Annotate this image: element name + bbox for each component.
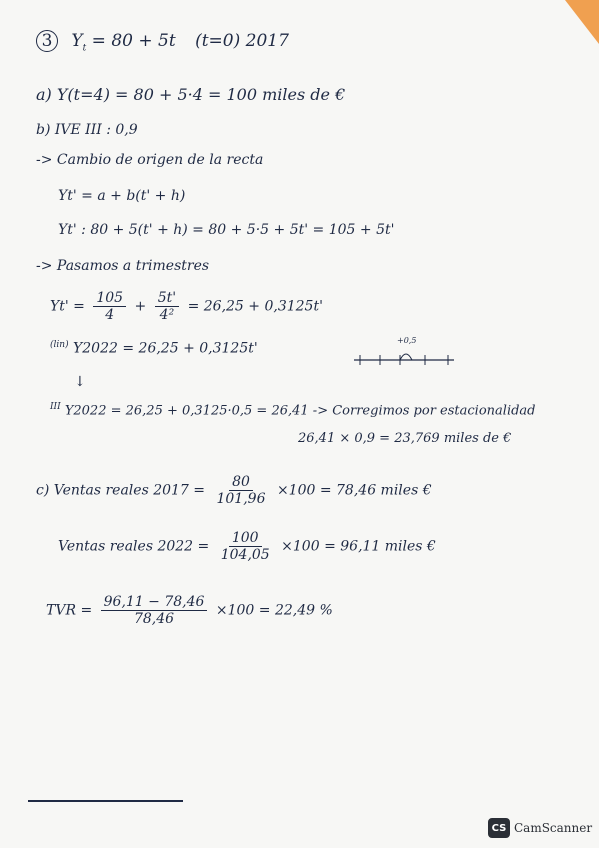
part-b: b) IVE III : 0,9 — [36, 122, 138, 138]
y2022-linear: $^{(lin)}$ Y2022 = 26,25 + 0,3125t' — [50, 340, 258, 357]
equation-line-1: Yt' = a + b(t' + h) — [58, 188, 186, 204]
seasonal-correction: 26,41 × 0,9 = 23,769 miles de € — [298, 431, 512, 446]
problem-heading: 3 $Y_t = 80 + 5t$ (t=0) 2017 — [36, 30, 289, 53]
bottom-rule — [28, 800, 183, 802]
down-arrow: ↓ — [74, 374, 86, 390]
part-c-2017: c) Ventas reales 2017 = $\frac{80}{101,96}$ ×100 = 78,46 miles € — [36, 474, 432, 507]
tvr-equation: TVR = $\frac{96,11 - 78,46}{78,46}$ ×100 = 22,49 % — [46, 594, 333, 627]
fraction-5t-16: $\frac{5t'}{\text{4²}}$ — [155, 290, 179, 323]
fraction-105-4: $\frac{105}{4}$ — [93, 290, 126, 323]
part-b-note: -> Cambio de origen de la recta — [36, 152, 264, 168]
page-corner-fold — [565, 0, 599, 44]
part-a: a) Y(t=4) = 80 + 5·4 = 100 miles de € — [36, 85, 346, 104]
pasamos-note: -> Pasamos a trimestres — [36, 258, 210, 274]
quarterly-equation: Yt' = $\frac{105}{4}$ + $\frac{5t'}{\text{4²}}$ = 26,25 + 0,3125t' — [50, 290, 323, 323]
camscanner-label: CamScanner — [514, 821, 593, 835]
timeline-label: +0,5 — [397, 336, 417, 345]
equation-line-2: Yt' : 80 + 5(t' + h) = 80 + 5·5 + 5t' = 105 + 5t' — [58, 222, 395, 238]
part-c-2022: Ventas reales 2022 = $\frac{100}{104,05}$ ×100 = 96,11 miles € — [58, 530, 436, 563]
camscanner-watermark — [488, 818, 592, 838]
problem-number: 3 — [36, 30, 58, 52]
y2022-quarter-three: $^{III}$ Y2022 = 26,25 + 0,3125·0,5 = 26,41 -> Corregimos por estacionalidad — [50, 402, 536, 419]
camscanner-logo-icon: CS — [488, 818, 510, 838]
